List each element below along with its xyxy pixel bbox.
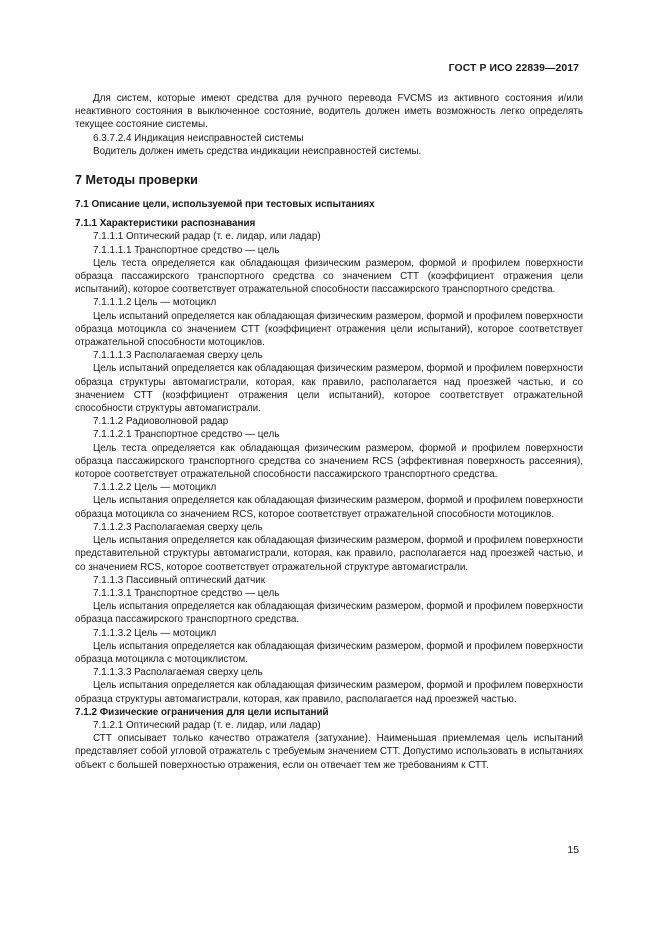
paragraph: Цель испытания определяется как обладающая физическим размером, формой и профилем поверхности образца мотоцикла с мотоциклистом.: [75, 640, 583, 665]
clause-heading: 6.3.7.2.4 Индикация неисправностей системы: [93, 132, 304, 144]
section-title: 7 Методы проверки: [75, 173, 198, 188]
clause-heading: 7.1.1.2 Радиоволновой радар: [93, 416, 229, 428]
clause-heading: 7.1.1.1.1 Транспортное средство — цель: [93, 244, 280, 256]
paragraph: Водитель должен иметь средства индикации неисправностей системы.: [93, 145, 422, 157]
clause-heading: 7.1.1.2.3 Располагаемая сверху цель: [93, 521, 263, 533]
clause-heading: 7.1.1.1.3 Располагаемая сверху цель: [93, 350, 263, 362]
paragraph: Цель испытания определяется как обладающая физическим размером, формой и профилем поверхности образца структуры автомагистрали, которая, как правило, располагается над проезжей частью.: [75, 680, 583, 705]
paragraph: Цель теста определяется как обладающая физическим размером, формой и профилем поверхности образца пассажирского транспортного средства со значением RCS (эффективная поверхность рассеяния), которое соответствует отражательной способности пассажирского транспортного средства.: [75, 442, 583, 481]
document-header: ГОСТ Р ИСО 22839—2017: [448, 63, 579, 74]
clause-heading: 7.1.1.2.2 Цель — мотоцикл: [93, 482, 217, 494]
clause-heading: 7.1.1.3.1 Транспортное средство — цель: [93, 587, 280, 599]
clause-heading: 7.1.1.3.3 Располагаемая сверху цель: [93, 667, 263, 679]
page-number: 15: [567, 845, 579, 856]
subsection-title: 7.1 Описание цели, используемой при тестовых испытаниях: [75, 199, 375, 211]
subsubsection-title: 7.1.2 Физические ограничения для цели испытаний: [75, 706, 329, 718]
paragraph: Цель испытания определяется как обладающая физическим размером, формой и профилем поверхности образца мотоцикла со значением RCS, которое соответствует отражательной способности мотоциклов.: [75, 495, 583, 520]
paragraph: Цель теста определяется как обладающая физическим размером, формой и профилем поверхности образца пассажирского транспортного средства со значением СТТ (коэффициент отражения цели испытаний), которое соответствует отражательной способности пассажирского транспортного средства.: [75, 257, 583, 296]
clause-heading: 7.1.2.1 Оптический радар (т. е. лидар, или ладар): [93, 719, 321, 731]
paragraph: Цель испытаний определяется как обладающая физическим размером, формой и профилем поверхности образца структуры автомагистрали, которая, как правило, располагается над проезжей частью, и со значением СТТ (коэффициент отражения цели испытаний), которое соответствует отражательной способности структуры автомагистрали.: [75, 363, 583, 415]
page-body: [75, 92, 583, 772]
paragraph: СТТ описывает только качество отражателя (затухание). Наименьшая приемлемая цель испытаний представляет собой угловой отражатель с требуемым значением СТТ. Допустимо использовать в испытаниях объект с большей поверхностью отражения, если он отвечает тем же требованиям к СТТ.: [75, 733, 583, 771]
clause-heading: 7.1.1.2.1 Транспортное средство — цель: [93, 429, 280, 441]
subsubsection-title: 7.1.1 Характеристики распознавания: [75, 218, 256, 230]
clause-heading: 7.1.1.3 Пассивный оптический датчик: [93, 574, 266, 586]
paragraph: Цель испытания определяется как обладающая физическим размером, формой и профилем поверхности представительной структуры автомагистрали, которая, как правило, располагается над проезжей частью, и со значением RCS, которое соответствует отражательной структуре автомагистрали.: [75, 535, 583, 573]
paragraph: Цель испытания определяется как обладающая физическим размером, формой и профилем поверхности образца пассажирского транспортного средства.: [75, 601, 583, 626]
clause-heading: 7.1.1.3.2 Цель — мотоцикл: [93, 627, 217, 639]
clause-heading: 7.1.1.1.2 Цель — мотоцикл: [93, 297, 217, 309]
clause-heading: 7.1.1.1 Оптический радар (т. е. лидар, или ладар): [93, 231, 321, 243]
paragraph: Цель испытаний определяется как обладающая физическим размером, формой и профилем поверхности образца мотоцикла со значением СТТ (коэффициент отражения цели испытаний), которое соответствует отражательной способности мотоциклов.: [75, 310, 583, 349]
paragraph: Для систем, которые имеют средства для ручного перевода FVCMS из активного состояния и/или неактивного состояния в выключенное состояние, водитель должен иметь возможность легко определять текущее состояние системы.: [75, 93, 583, 131]
